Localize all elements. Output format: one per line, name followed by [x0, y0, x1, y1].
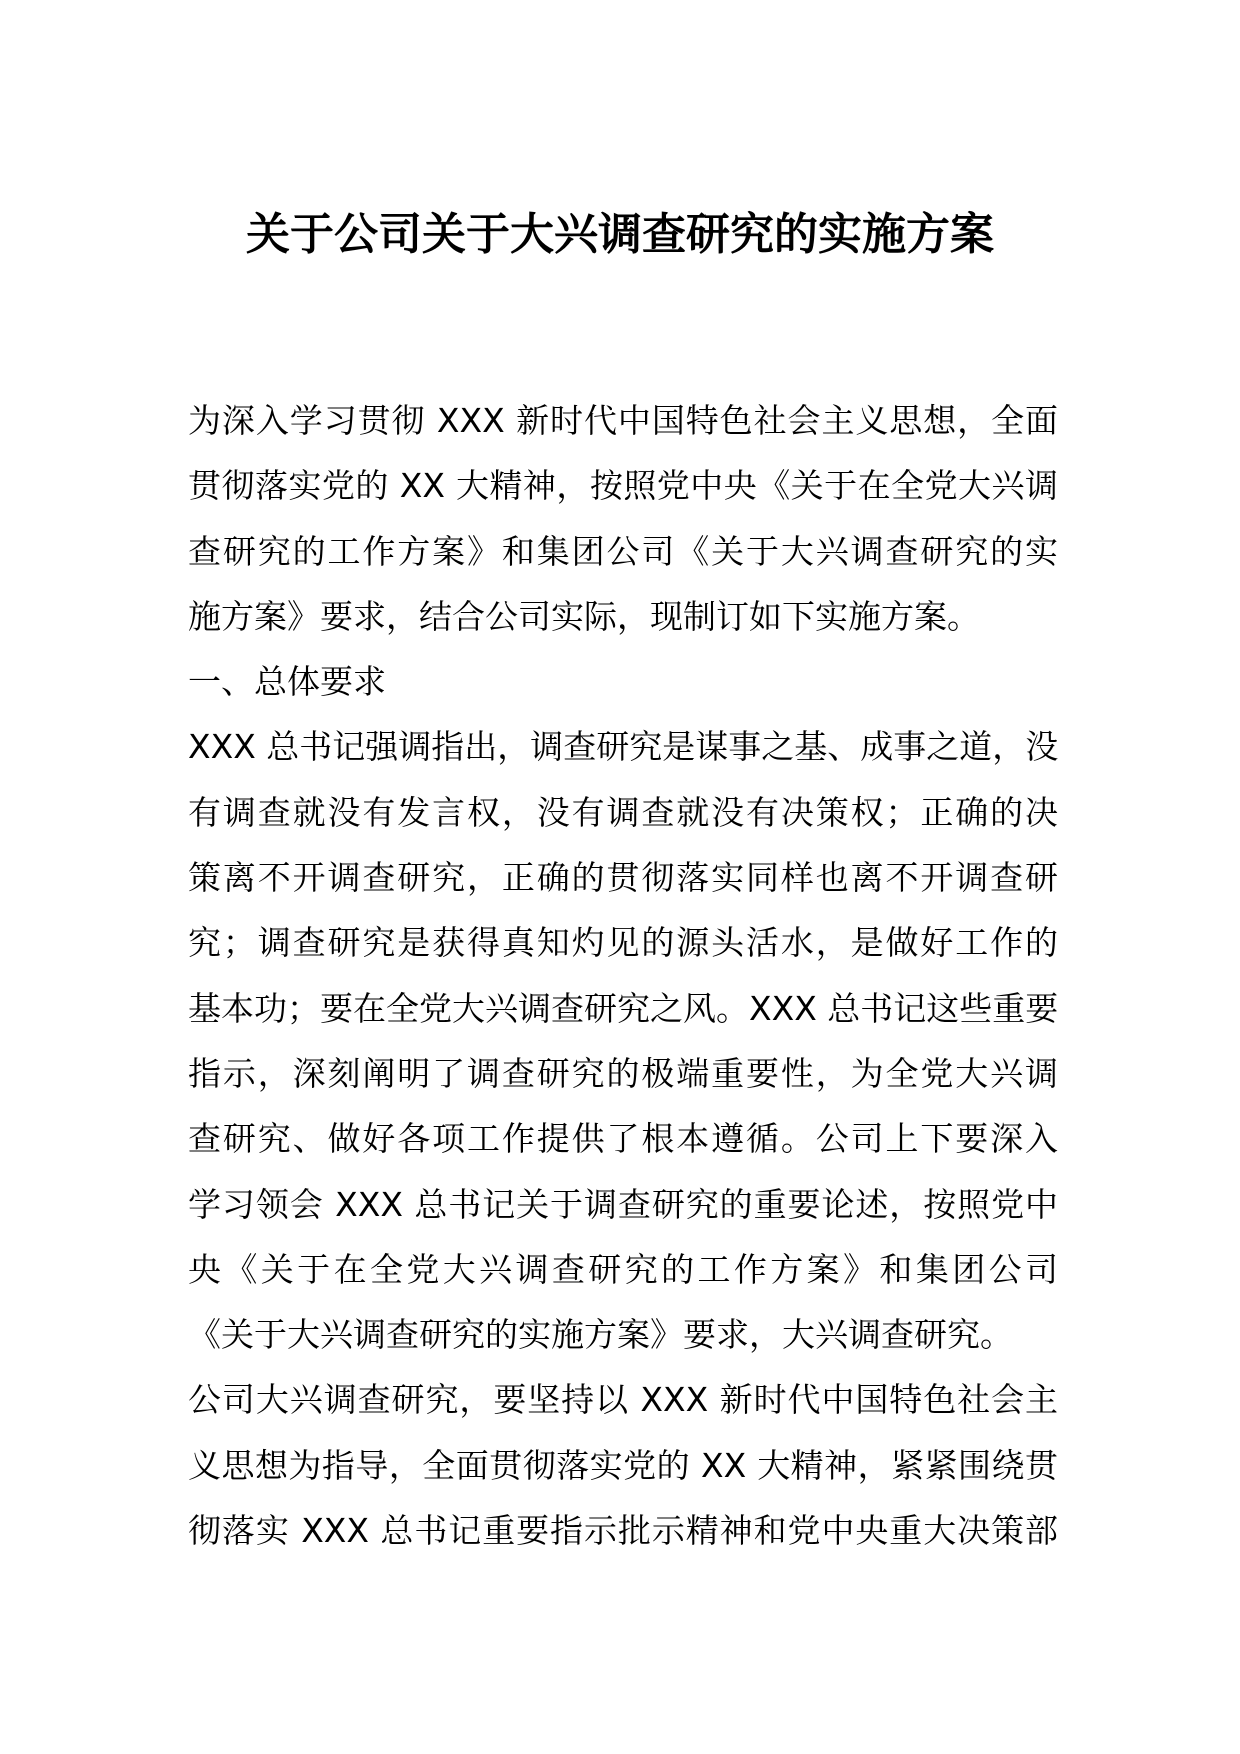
body-line: 基本功；要在全党大兴调查研究之风。XXX 总书记这些重要	[188, 988, 1058, 1028]
body-line: 彻落实 XXX 总书记重要指示批示精神和党中央重大决策部	[188, 1511, 1058, 1551]
body-line: 查研究的工作方案》和集团公司《关于大兴调查研究的实	[188, 531, 1058, 571]
body-line: 查研究、做好各项工作提供了根本遵循。公司上下要深入	[188, 1119, 1058, 1159]
document-title: 关于公司关于大兴调查研究的实施方案	[246, 209, 994, 260]
body-line: 《关于大兴调查研究的实施方案》要求，大兴调查研究。	[188, 1315, 1013, 1355]
section-heading: 一、总体要求	[188, 662, 386, 702]
body-line: 公司大兴调查研究，要坚持以 XXX 新时代中国特色社会主	[188, 1380, 1058, 1420]
body-line: 义思想为指导，全面贯彻落实党的 XX 大精神，紧紧围绕贯	[188, 1445, 1058, 1485]
body-line: 施方案》要求，结合公司实际，现制订如下实施方案。	[188, 596, 980, 636]
body-line: 有调查就没有发言权，没有调查就没有决策权；正确的决	[188, 792, 1058, 832]
body-line: 究；调查研究是获得真知灼见的源头活水，是做好工作的	[188, 923, 1058, 963]
body-line: 贯彻落实党的 XX 大精神，按照党中央《关于在全党大兴调	[188, 466, 1058, 506]
body-line: XXX 总书记强调指出，调查研究是谋事之基、成事之道，没	[188, 727, 1058, 767]
body-line: 指示，深刻阐明了调查研究的极端重要性，为全党大兴调	[188, 1053, 1058, 1093]
body-line: 央《关于在全党大兴调查研究的工作方案》和集团公司	[188, 1249, 1058, 1289]
body-line: 学习领会 XXX 总书记关于调查研究的重要论述，按照党中	[188, 1184, 1058, 1224]
body-line: 策离不开调查研究，正确的贯彻落实同样也离不开调查研	[188, 858, 1058, 898]
body-line: 为深入学习贯彻 XXX 新时代中国特色社会主义思想，全面	[188, 401, 1058, 440]
document-body	[188, 388, 1058, 1563]
